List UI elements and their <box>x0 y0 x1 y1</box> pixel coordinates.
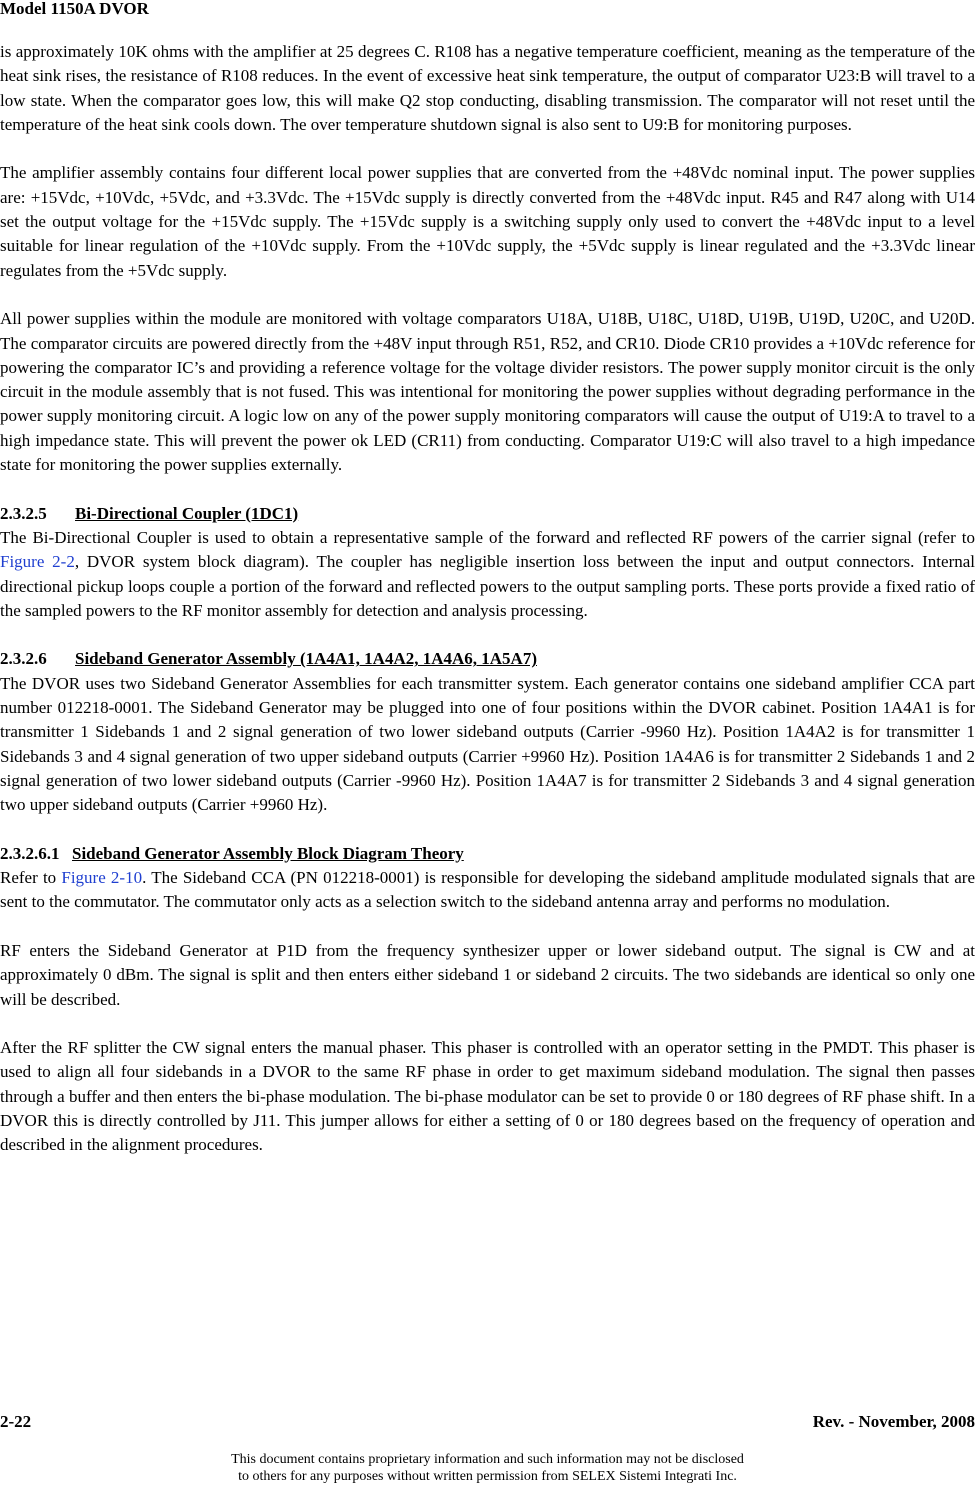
paragraph-coupler <box>0 526 975 623</box>
section-title: Sideband Generator Assembly (1A4A1, 1A4A2, 1A4A6, 1A5A7) <box>75 649 537 669</box>
section-title: Sideband Generator Assembly Block Diagram Theory <box>72 843 464 863</box>
paragraph-text: , DVOR system block diagram). The coupler has negligible insertion loss between the input and output connectors. Internal directional pickup loops couple a portion of the forward and reflected powers to the output sampling ports. These ports provide a fixed ratio of the sampled powers to the RF monitor assembly for detection and analysis processing. <box>0 552 975 620</box>
paragraph-text: Refer to <box>0 868 62 888</box>
proprietary-notice-line: to others for any purposes without written permission from SELEX Sistemi Integrati Inc. <box>238 1469 737 1484</box>
page-number: 2-22 <box>0 1412 32 1431</box>
paragraph-text: . The Sideband CCA (PN 012218-0001) is responsible for developing the sideband amplitude modulated signals that are sent to the commutator. The commutator only acts as a selection switch to the sideband antenna array and performs no modulation. <box>0 868 975 912</box>
section-heading-2326 <box>0 647 975 671</box>
paragraph-rf-input: RF enters the Sideband Generator at P1D from the frequency synthesizer upper or lower sideband output. The signal is CW and at approximately 0 dBm. The signal is split and then enters either sideband 1 or sideband 2 circuits. The two sidebands are identical so only one will be described. <box>0 940 975 1009</box>
section-heading-23261 <box>0 842 975 866</box>
proprietary-notice <box>0 1451 975 1485</box>
page-header-title: Model 1150A DVOR <box>0 0 149 18</box>
revision-date: Rev. - November, 2008 <box>812 1412 975 1431</box>
section-number: 2.3.2.5 <box>0 503 47 523</box>
figure-link-2-10[interactable]: Figure 2-10 <box>61 868 143 888</box>
paragraph-phaser: After the RF splitter the CW signal enters the manual phaser. This phaser is controlled with an operator setting in the PMDT. This phaser is used to align all four sidebands in a DVOR to the same RF phase in order to get maximum sideband modulation. The signal then passes through a buffer and then enters the bi-phase modulation. The bi-phase modulator can be set to provide 0 or 180 degrees of RF phase shift. In a DVOR this is directly controlled by J11. This jumper allows for either a setting of 0 or 180 degrees based on the frequency of operation and described in the alignment procedures. <box>0 1038 975 1155</box>
section-heading-2325 <box>0 502 975 526</box>
section-number: 2.3.2.6.1 <box>0 843 60 863</box>
figure-link-2-2[interactable]: Figure 2-2 <box>0 552 75 572</box>
paragraph-sideband-generator: The DVOR uses two Sideband Generator Assemblies for each transmitter system. Each generator contains one sideband amplifier CCA part number 012218-0001. The Sideband Generator may be plugged into one of four positions within the DVOR cabinet. Position 1A4A1 is for transmitter 1 Sidebands 1 and 2 signal generation of two lower sideband outputs (Carrier -9960 Hz). Position 1A4A2 is for transmitter 1 Sidebands 3 and 4 signal generation of two upper sideband outputs (Carrier +9960 Hz). Position 1A4A6 is for transmitter 2 Sidebands 1 and 2 signal generation of two lower sideband outputs (Carrier -9960 Hz). Position 1A4A7 is for transmitter 2 Sidebands 3 and 4 signal generation two upper sideband outputs (Carrier +9960 Hz). <box>0 673 975 815</box>
paragraph-supply-monitoring: All power supplies within the module are monitored with voltage comparators U18A, U18B, U18C, U18D, U19B, U19D, U20C, and U20D. The comparator circuits are powered directly from the +48V input through R51, R52, and CR10. Diode CR10 provides a +10Vdc reference for powering the comparator IC’s and providing a reference voltage for the voltage divider resistors. The power supply monitor circuit is the only circuit in the module assembly that is not fused. This was intentional for monitoring the power supplies without degrading performance in the power supply monitoring circuit. A logic low on any of the power supply monitoring comparators will cause the output of U19:A to travel to a high impedance state. This will prevent the power ok LED (CR11) from conducting. Comparator U19:C will also travel to a high impedance state for monitoring the power supplies externally. <box>0 309 975 475</box>
proprietary-notice-line: This document contains proprietary information and such information may not be disclosed <box>231 1452 744 1467</box>
document-body <box>0 40 975 1158</box>
section-title: Bi-Directional Coupler (1DC1) <box>75 503 299 523</box>
paragraph-heat-sink: is approximately 10K ohms with the amplifier at 25 degrees C. R108 has a negative temperature coefficient, meaning as the temperature of the heat sink rises, the resistance of R108 reduces. In the event of excessive heat sink temperature, the output of comparator U23:B will travel to a low state. When the comparator goes low, this will make Q2 stop conducting, disabling transmission. The comparator will not reset until the temperature of the heat sink cools down. The over temperature shutdown signal is also sent to U9:B for monitoring purposes. <box>0 42 975 134</box>
section-number: 2.3.2.6 <box>0 649 47 669</box>
paragraph-block-diagram <box>0 866 975 915</box>
paragraph-text: The Bi-Directional Coupler is used to obtain a representative sample of the forward and reflected RF powers of the carrier signal (refer to <box>0 527 975 547</box>
paragraph-power-supplies: The amplifier assembly contains four different local power supplies that are converted from the +48Vdc nominal input. The power supplies are: +15Vdc, +10Vdc, +5Vdc, and +3.3Vdc. The +15Vdc supply is directly converted from the +48Vdc input. R45 and R47 along with U14 set the output voltage for the +15Vdc supply. The +15Vdc supply is a switching supply only used to convert the +48Vdc input to a level suitable for linear regulation of the +10Vdc supply. From the +10Vdc supply, the +5Vdc supply is linear regulated and the +3.3Vdc linear regulates from the +5Vdc supply. <box>0 163 975 280</box>
